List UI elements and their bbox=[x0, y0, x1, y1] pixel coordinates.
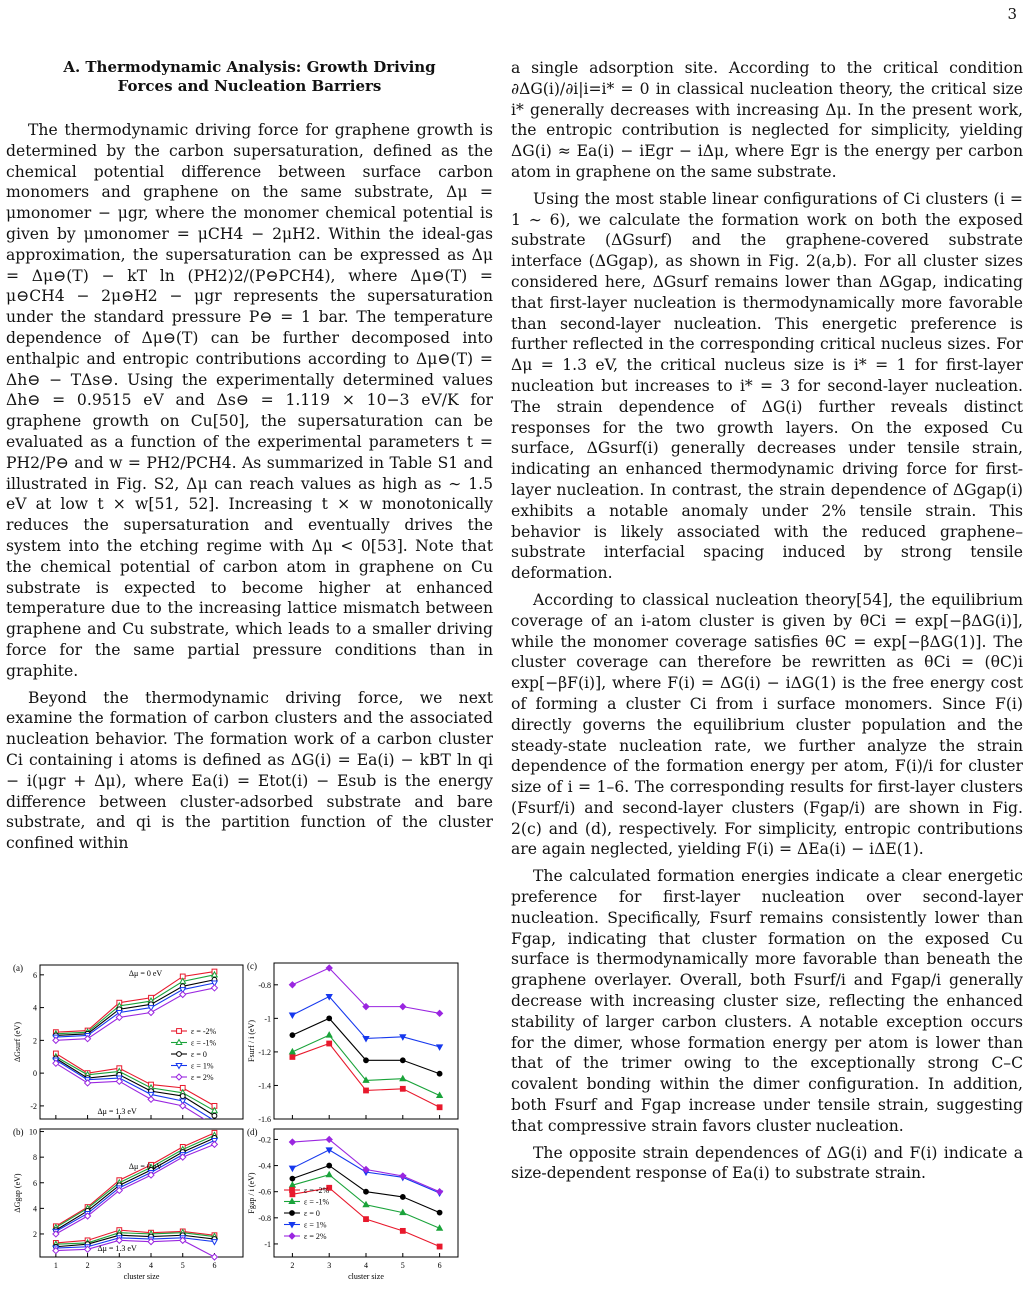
x-tick-label: 4 bbox=[364, 1261, 368, 1270]
legend-label: ε = 0 bbox=[304, 1209, 320, 1218]
left-column bbox=[6, 58, 493, 860]
y-tick-label: -1 bbox=[264, 1014, 271, 1024]
data-point bbox=[326, 1172, 332, 1177]
paragraph-critical-size: a single adsorption site. According to the critical condition ∂ΔG(i)/∂i|i=i* = 0 in classical nucleation theory, the critical size i* generally decreases with increasing Δμ. In the present work, the entropic contribution is neglected for simplicity, yielding ΔG(i) ≈ Ea(i) − iEgr − iΔμ, where Egr is the energy per carbon atom in graphene on the same substrate. bbox=[511, 59, 1023, 181]
series-line bbox=[56, 1138, 215, 1230]
y-axis-label: Fsurf / i (eV) bbox=[247, 1020, 256, 1062]
data-point bbox=[180, 1094, 185, 1099]
figure-2-svg bbox=[6, 955, 493, 1291]
data-point bbox=[400, 1195, 405, 1200]
legend-label: ε = 2% bbox=[191, 1073, 214, 1082]
paragraph-coverage: According to classical nucleation theory[54], the equilibrium coverage of an i-atom cluster is given by θCi = exp[−βΔG(i)], while the monomer coverage satisfies θC = exp[−βΔG(1)]. The cluster coverage can therefore be rewritten as θCi = (θC)i exp[−βF(i)], where F(i) = ΔG(i) − iΔG(1) is the free energy cost of forming a cluster Ci from i surface monomers. Since F(i) directly governs the equilibrium cluster population and the steady-state nucleation rate, we further analyze the strain dependence of the formation energy per atom, F(i)/i for cluster size of i = 1–6. The corresponding results for first-layer clusters (Fsurf/i) and second-layer clusters (Fgap/i) are shown in Fig. 2(c) and (d), respectively. For simplicity, entropic contributions are again neglected, yielding F(i) = ΔEa(i) − iΔE(1). bbox=[511, 590, 1023, 859]
legend-marker bbox=[176, 1064, 182, 1069]
paragraph-cluster-formation: Beyond the thermodynamic driving force, we next examine the formation of carbon clusters and the associated nucleation behavior. The formation work of a carbon cluster Ci containing i atoms is defined as ΔG(i) = Ea(i) − kBT ln qi − i(μgr + Δμ), where Ea(i) = Etot(i) − Esub is the energy difference between cluster-adsorbed substrate and bare substrate, and qi is the partition function of the cluster confined within bbox=[6, 688, 493, 853]
y-tick-label: 2 bbox=[33, 1229, 37, 1239]
x-tick-label: 4 bbox=[149, 1261, 154, 1270]
y-axis-label: Fgap / i (eV) bbox=[247, 1172, 256, 1214]
data-point bbox=[326, 1148, 332, 1153]
y-tick-label: 4 bbox=[33, 1003, 37, 1013]
legend-label: ε = 1% bbox=[304, 1220, 327, 1230]
data-point bbox=[437, 1071, 442, 1076]
legend-marker bbox=[177, 1029, 182, 1034]
data-point bbox=[212, 1240, 218, 1245]
x-tick-label: 6 bbox=[212, 1261, 217, 1270]
data-point bbox=[211, 1254, 217, 1260]
data-point bbox=[437, 1045, 443, 1050]
data-point bbox=[400, 1076, 406, 1081]
panel-label: (b) bbox=[13, 1127, 24, 1137]
x-tick-label: 1 bbox=[53, 1261, 58, 1270]
y-tick-label: 10 bbox=[29, 1127, 37, 1137]
y-tick-label: -1 bbox=[264, 1239, 271, 1249]
x-tick-label: 5 bbox=[400, 1261, 405, 1270]
data-point bbox=[211, 1141, 217, 1147]
x-tick-label: 3 bbox=[327, 1261, 332, 1270]
data-point bbox=[85, 1080, 91, 1086]
y-tick-label: 0 bbox=[33, 1069, 37, 1079]
data-point bbox=[290, 1166, 296, 1171]
right-column bbox=[511, 58, 1023, 1190]
y-tick-label: -2 bbox=[30, 1101, 37, 1111]
annotation-dmu-0: Δμ = 0 eV bbox=[128, 969, 163, 978]
data-point bbox=[400, 1004, 406, 1010]
data-point bbox=[400, 1058, 405, 1063]
data-point bbox=[290, 1182, 296, 1187]
data-point bbox=[364, 1088, 369, 1093]
y-tick-label: -0.4 bbox=[258, 1161, 271, 1171]
y-tick-label: -1.2 bbox=[258, 1047, 271, 1057]
x-tick-label: 3 bbox=[117, 1261, 122, 1270]
panel-label: (a) bbox=[13, 963, 23, 973]
data-point bbox=[53, 1037, 59, 1043]
data-point bbox=[290, 1049, 296, 1054]
page-number: 3 bbox=[1007, 5, 1017, 23]
y-tick-label: 4 bbox=[33, 1204, 37, 1214]
legend-marker bbox=[290, 1188, 295, 1193]
x-tick-label: 2 bbox=[290, 1261, 295, 1270]
series-line bbox=[56, 972, 215, 1033]
panel-label: (c) bbox=[247, 961, 257, 971]
data-point bbox=[212, 1113, 217, 1118]
y-tick-label: 8 bbox=[33, 1153, 37, 1163]
data-point bbox=[326, 1032, 332, 1037]
data-point bbox=[364, 1058, 369, 1063]
series-line bbox=[56, 975, 215, 1034]
x-tick-label: 6 bbox=[437, 1261, 442, 1270]
legend-label: ε = -1% bbox=[304, 1197, 330, 1207]
legend-label: ε = -2% bbox=[191, 1027, 217, 1036]
paragraph-formation-work: Using the most stable linear configurations of Ci clusters (i = 1 ∼ 6), we calculate the formation work on both the exposed substrate (ΔGsurf) and the graphene-covered substrate interface (ΔGgap), as shown in Fig. 2(a,b). For all cluster sizes considered here, ΔGsurf remains lower than ΔGgap, indicating that first-layer nucleation is thermodynamically more favorable than second-layer nucleation. This energetic preference is further reflected in the corresponding critical nucleus sizes. For Δμ = 1.3 eV, the critical nucleus size is i* = 1 for first-layer nucleation but increases to i* = 3 for second-layer nucleation. The strain dependence of ΔG(i) further reveals distinct responses for the two growth layers. On the exposed Cu surface, ΔGsurf(i) generally decreases under tensile strain, indicating an enhanced thermodynamic driving force for first-layer nucleation. In contrast, the strain dependence of ΔGgap(i) exhibits a notable anomaly under 2% tensile strain. This behavior is likely associated with the reduced graphene–substrate interfacial spacing induced by strong tensile deformation. bbox=[511, 189, 1023, 583]
data-point bbox=[400, 1086, 405, 1091]
data-point bbox=[289, 1139, 295, 1145]
data-point bbox=[437, 1225, 443, 1230]
y-tick-label: -0.2 bbox=[258, 1135, 271, 1145]
x-axis-label: cluster size bbox=[348, 1272, 384, 1281]
data-point bbox=[363, 1036, 369, 1041]
data-point bbox=[148, 1096, 154, 1102]
y-tick-label: 6 bbox=[33, 970, 37, 980]
legend-marker bbox=[177, 1052, 182, 1057]
legend-label: ε = 2% bbox=[304, 1232, 327, 1241]
data-point bbox=[85, 1036, 91, 1042]
y-tick-label: -0.8 bbox=[258, 1213, 271, 1223]
x-tick-label: 5 bbox=[180, 1261, 185, 1270]
y-tick-label: -1.4 bbox=[258, 1081, 271, 1091]
data-point bbox=[437, 1189, 443, 1195]
y-tick-label: -1.6 bbox=[258, 1115, 271, 1124]
data-point bbox=[180, 1103, 186, 1109]
data-point bbox=[289, 982, 295, 988]
section-heading: A. Thermodynamic Analysis: Growth Driving Forces and Nucleation Barriers bbox=[63, 58, 436, 95]
series-line bbox=[56, 1144, 215, 1234]
legend-marker bbox=[290, 1211, 295, 1216]
y-axis-label: ΔGsurf (eV) bbox=[13, 1021, 22, 1063]
legend-marker bbox=[289, 1223, 295, 1228]
data-point bbox=[327, 1163, 332, 1168]
series-line bbox=[292, 1044, 439, 1108]
y-tick-label: 6 bbox=[33, 1178, 37, 1188]
legend-marker bbox=[289, 1199, 295, 1204]
data-point bbox=[437, 1093, 443, 1098]
legend-marker bbox=[176, 1040, 182, 1045]
legend-label: ε = -1% bbox=[191, 1038, 217, 1048]
data-point bbox=[290, 1013, 296, 1018]
annotation-dmu-0: Δμ = 0 eV bbox=[128, 1162, 163, 1171]
data-point bbox=[437, 1010, 443, 1016]
legend-label: ε = 1% bbox=[191, 1061, 214, 1071]
data-point bbox=[437, 1105, 442, 1110]
data-point bbox=[437, 1244, 442, 1249]
data-point bbox=[400, 1210, 406, 1215]
data-point bbox=[148, 1010, 154, 1016]
x-tick-label: 2 bbox=[85, 1261, 90, 1270]
series-line bbox=[56, 1133, 215, 1226]
data-point bbox=[290, 1176, 295, 1181]
series-line bbox=[56, 1135, 215, 1227]
legend-label: ε = -2% bbox=[304, 1186, 330, 1195]
data-point bbox=[400, 1035, 406, 1040]
y-tick-label: -0.6 bbox=[258, 1187, 271, 1197]
data-point bbox=[327, 1016, 332, 1021]
data-point bbox=[437, 1210, 442, 1215]
paragraph-strain-response: The opposite strain dependences of ΔG(i) and F(i) indicate a size-dependent response of Ea(i) to substrate strain. bbox=[511, 1143, 1023, 1183]
panel-label: (d) bbox=[247, 1127, 258, 1137]
legend-marker bbox=[176, 1074, 182, 1080]
y-tick-label: -0.8 bbox=[258, 980, 271, 990]
data-point bbox=[290, 1033, 295, 1038]
legend-marker bbox=[289, 1233, 295, 1239]
data-point bbox=[180, 1154, 186, 1160]
annotation-dmu-1-3: Δμ = 1.3 eV bbox=[97, 1107, 137, 1116]
data-point bbox=[116, 1014, 122, 1020]
annotation-dmu-1-3: Δμ = 1.3 eV bbox=[97, 1244, 137, 1253]
series-line bbox=[292, 1018, 439, 1073]
data-point bbox=[364, 1217, 369, 1222]
figure-2 bbox=[6, 955, 493, 1295]
x-axis-label: cluster size bbox=[123, 1272, 160, 1281]
paragraph-formation-energy: The calculated formation energies indicate a clear energetic preference for first-layer nucleation over second-layer nucleation. Specifically, Fsurf remains consistently lower than Fgap, indicating that cluster formation on the exposed Cu surface is thermodynamically more favorable than beneath the graphene overlayer. Overall, both Fsurf/i and Fgap/i generally decrease with increasing cluster size, reflecting the enhanced stability of larger carbon clusters. A notable exception occurs for the dimer, whose formation energy per atom is lower than that of the trimer owing to the exceptionally strong C–C covalent bonding within the dimer configuration. In addition, both Fsurf and Fgap increase under tensile strain, suggesting that compressive strain favors cluster nucleation. bbox=[511, 867, 1023, 1135]
paragraph-driving-force: The thermodynamic driving force for graphene growth is determined by the carbon supersaturation, defined as the chemical potential difference between surface carbon monomers and graphene on the same substrate, Δμ = μmonomer − μgr, where the monomer chemical potential is given by μmonomer = μCH4 − 2μH2. Within the ideal-gas approximation, the supersaturation can be expressed as Δμ = Δμ⊖(T) − kT ln (PH2)2/(P⊖PCH4), where Δμ⊖(T) = μ⊖CH4 − 2μ⊖H2 − μgr represents the supersaturation under the standard pressure P⊖ = 1 bar. The temperature dependence of Δμ⊖(T) can be further decomposed into enthalpic and entropic contributions according to Δμ⊖(T) = Δh⊖ − TΔs⊖. Using the experimentally determined values Δh⊖ = 0.9515 eV and Δs⊖ = 1.119 × 10−3 eV/K for graphene growth on Cu[50], the supersaturation can be evaluated as a function of the experimental parameters t = PH2/P⊖ and w = PH2/PCH4. As summarized in Table S1 and illustrated in Fig. S2, Δμ can reach values as high as ∼ 1.5 eV at low t × w[51, 52]. Increasing t × w monotonically reduces the supersaturation and eventually drives the system into the etching regime with Δμ < 0[53]. Note that the chemical potential of carbon atom in graphene on Cu substrate is expected to become higher at enhanced temperature due to the increasing lattice mismatch between graphene and Cu substrate, which leads to a smaller driving force for the same partial pressure conditions than in graphite. bbox=[6, 121, 493, 680]
data-point bbox=[211, 985, 217, 991]
y-tick-label: 2 bbox=[33, 1036, 37, 1046]
data-point bbox=[327, 1041, 332, 1046]
data-point bbox=[364, 1189, 369, 1194]
data-point bbox=[400, 1228, 405, 1233]
legend-label: ε = 0 bbox=[191, 1050, 207, 1059]
data-point bbox=[180, 991, 186, 997]
y-axis-label: ΔGgap (eV) bbox=[13, 1173, 22, 1213]
data-point bbox=[290, 1055, 295, 1060]
